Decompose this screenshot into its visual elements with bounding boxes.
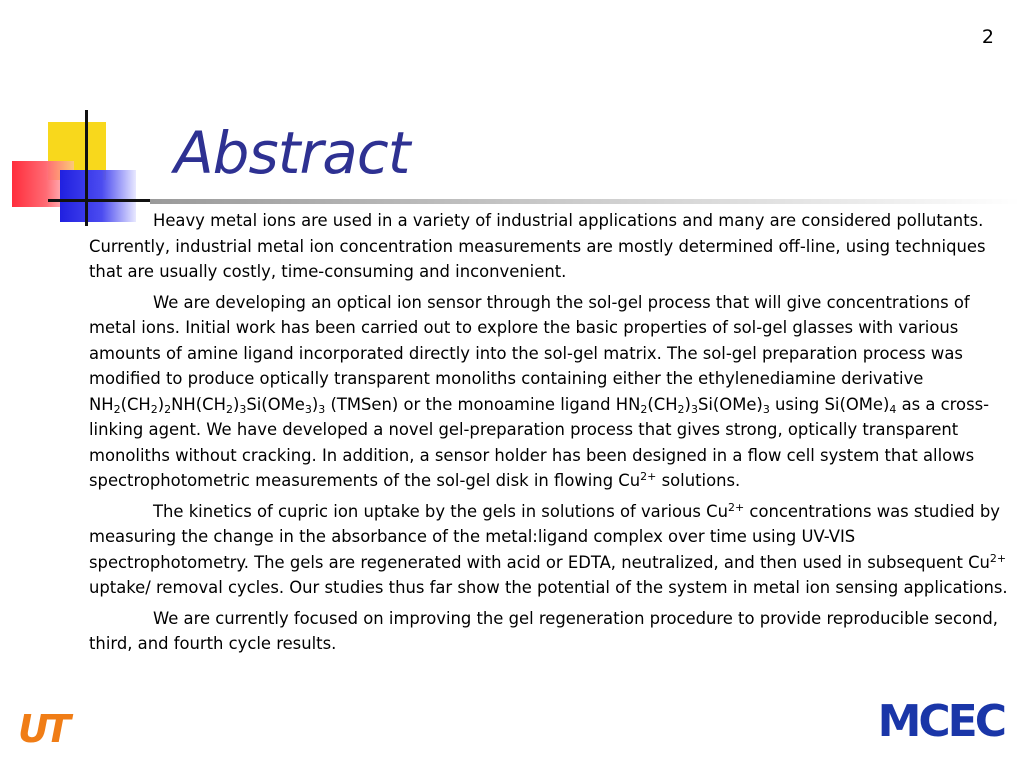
mcec-logo: MCEC: [877, 696, 1004, 747]
horizontal-rule-dark: [48, 199, 158, 202]
slide-title: Abstract: [174, 119, 410, 187]
horizontal-rule-fade: [150, 199, 1020, 204]
page-number: 2: [981, 26, 994, 48]
abstract-body: [89, 208, 1019, 662]
paragraph-3: The kinetics of cupric ion uptake by the gels in solutions of various $Cu^{2+}$ concentrations was studied by measuring the change in the absorbance of the metal:ligand complex over time using UV-VIS spectrophotometry. The gels are regenerated with acid or EDTA, neutralized, and then used in subsequent $Cu^{2+}$ uptake/ removal cycles. Our studies thus far show the potential of the system in metal ion sensing applications.: [89, 500, 1008, 597]
paragraph-4: We are currently focused on improving the gel regeneration procedure to provide reproducible second, third, and fourth cycle results.: [89, 608, 999, 653]
paragraph-2: We are developing an optical ion sensor through the sol-gel process that will give concentrations of metal ions. Initial work has been carried out to explore the basic properties of sol-gel glasses with various amounts of amine ligand incorporated directly into the sol-gel matrix. The sol-gel preparation process was modified to produce optically transparent monoliths containing either the ethylenediamine derivative $NH_2(CH_2)_2NH(CH_2)_3Si(OMe_3)_3$ (TMSen) or the monoamine ligand $HN_2(CH_2)_3Si(OMe)_3$ using $Si(OMe)_4$ as a cross-linking agent. We have developed a novel gel-preparation process that gives strong, optically transparent monoliths without cracking. In addition, a sensor holder has been designed in a flow cell system that allows spectrophotometric measurements of the sol-gel disk in flowing $Cu^{2+}$ solutions.: [89, 292, 990, 490]
paragraph-1: Heavy metal ions are used in a variety of industrial applications and many are considered pollutants. Currently, industrial metal ion concentration measurements are mostly determined off-line, using techniques that are usually costly, time-consuming and inconvenient.: [89, 211, 986, 281]
vertical-rule-decoration: [85, 110, 88, 226]
ut-logo: UT: [18, 707, 67, 751]
